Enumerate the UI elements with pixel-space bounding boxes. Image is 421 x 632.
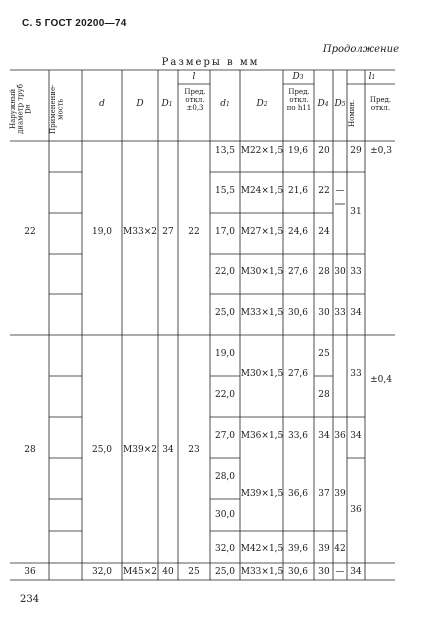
- cell-l1: 31: [350, 207, 362, 217]
- header-D3: D3: [292, 72, 304, 82]
- group-d: 25,0: [91, 445, 113, 455]
- cell-D4: 37: [318, 489, 330, 499]
- header-d: d: [99, 99, 105, 109]
- cell-D5: 36: [334, 431, 346, 441]
- cell-D2: M33×1,5: [240, 567, 284, 577]
- group-pipe: 22: [24, 227, 36, 237]
- page-number: 234: [20, 594, 40, 605]
- cell-D2: M42×1,5: [240, 544, 284, 554]
- header-D: D: [136, 99, 144, 109]
- group-l: 23: [188, 445, 200, 455]
- cell-d1: 22,0: [214, 267, 236, 277]
- cell-D2: M39×1,5: [240, 489, 284, 499]
- cell-D4: 28: [318, 390, 330, 400]
- document-header: С. 5 ГОСТ 20200—74: [22, 18, 127, 29]
- cell-d1: 17,0: [214, 227, 236, 237]
- header-D1: D1: [161, 99, 173, 109]
- group-D: M33×2: [123, 227, 157, 237]
- cell-D3: 30,6: [287, 308, 309, 318]
- header-l: l: [192, 72, 196, 82]
- group-l: 25: [188, 567, 200, 577]
- cell-D4: 22: [318, 186, 330, 196]
- group-D1: 27: [162, 227, 174, 237]
- cell-D4: 28: [318, 267, 330, 277]
- cell-D5: —: [335, 186, 345, 196]
- cell-D3: 21,6: [287, 186, 309, 196]
- group-pipe: 36: [24, 567, 36, 577]
- cell-d1: 19,0: [214, 349, 236, 359]
- group-D1: 40: [162, 567, 174, 577]
- cell-l1: 36: [350, 505, 362, 515]
- group-d: 32,0: [91, 567, 113, 577]
- cell-D2: M27×1,5: [240, 227, 284, 237]
- group-D: M39×2: [123, 445, 157, 455]
- cell-l1: 29: [350, 146, 362, 156]
- cell-d1: 32,0: [214, 544, 236, 554]
- cell-D5: 42: [334, 544, 346, 554]
- header-l1-tol: Пред. откл.: [369, 96, 392, 113]
- cell-D5: 39: [334, 489, 346, 499]
- header-D3-tol: Пред. откл. по h11: [286, 88, 312, 113]
- header-D2: D2: [256, 99, 268, 109]
- continuation-label: Продолжение: [322, 44, 399, 55]
- header-D4: D4: [317, 99, 329, 109]
- cell-D4: 34: [318, 431, 330, 441]
- header-l1-nom: Номин.: [348, 99, 356, 127]
- cell-D4: 24: [318, 227, 330, 237]
- group-pipe: 28: [24, 445, 36, 455]
- header-pipe-diameter: Наружный диаметр труб Dн: [9, 84, 33, 135]
- cell-l1: 34: [350, 567, 362, 577]
- cell-d1: 15,5: [214, 186, 236, 196]
- cell-l1: 33: [350, 369, 362, 379]
- group-D1: 34: [162, 445, 174, 455]
- group-d: 19,0: [91, 227, 113, 237]
- cell-D2: M33×1,5: [240, 308, 284, 318]
- cell-D4: 30: [318, 567, 330, 577]
- cell-l1: 34: [350, 431, 362, 441]
- cell-D2: M36×1,5: [240, 431, 284, 441]
- cell-D5: 30: [334, 267, 346, 277]
- cell-D2: M24×1,5: [240, 186, 284, 196]
- dimensions-caption: Размеры в мм: [161, 57, 260, 68]
- cell-l1-tol: ±0,3: [370, 146, 392, 156]
- cell-D3: 39,6: [287, 544, 309, 554]
- cell-D3: 33,6: [287, 431, 309, 441]
- cell-l1: 33: [350, 267, 362, 277]
- header-D5: D5: [334, 99, 346, 109]
- cell-D5: 33: [334, 308, 346, 318]
- cell-D3: 36,6: [287, 489, 309, 499]
- header-l-tol: Пред. откл. ±0,3: [184, 88, 206, 113]
- cell-d1: 28,0: [214, 472, 236, 482]
- cell-D3: 27,6: [287, 267, 309, 277]
- group-D: M45×2: [123, 567, 157, 577]
- cell-D5: —: [335, 567, 345, 577]
- cell-D3: 27,6: [287, 369, 309, 379]
- cell-D3: 24,6: [287, 227, 309, 237]
- cell-l1: 34: [350, 308, 362, 318]
- cell-d1: 25,0: [214, 308, 236, 318]
- cell-D2: M30×1,5: [240, 369, 284, 379]
- cell-d1: 25,0: [214, 567, 236, 577]
- cell-D4: 30: [318, 308, 330, 318]
- header-d1: d1: [220, 99, 230, 109]
- cell-D3: 30,6: [287, 567, 309, 577]
- cell-D3: 19,6: [287, 146, 309, 156]
- cell-d1: 13,5: [214, 146, 236, 156]
- cell-D4: 20: [318, 146, 330, 156]
- cell-d1: 22,0: [214, 390, 236, 400]
- cell-D2: M30×1,5: [240, 267, 284, 277]
- cell-d1: 27,0: [214, 431, 236, 441]
- cell-D4: 25: [318, 349, 330, 359]
- header-applicability: Применениемость: [49, 84, 65, 134]
- cell-D2: M22×1,5: [240, 146, 284, 156]
- cell-d1: 30,0: [214, 510, 236, 520]
- group-l: 22: [188, 227, 200, 237]
- cell-D4: 39: [318, 544, 330, 554]
- header-l1: l1: [368, 72, 376, 82]
- cell-l1-tol: ±0,4: [370, 375, 392, 385]
